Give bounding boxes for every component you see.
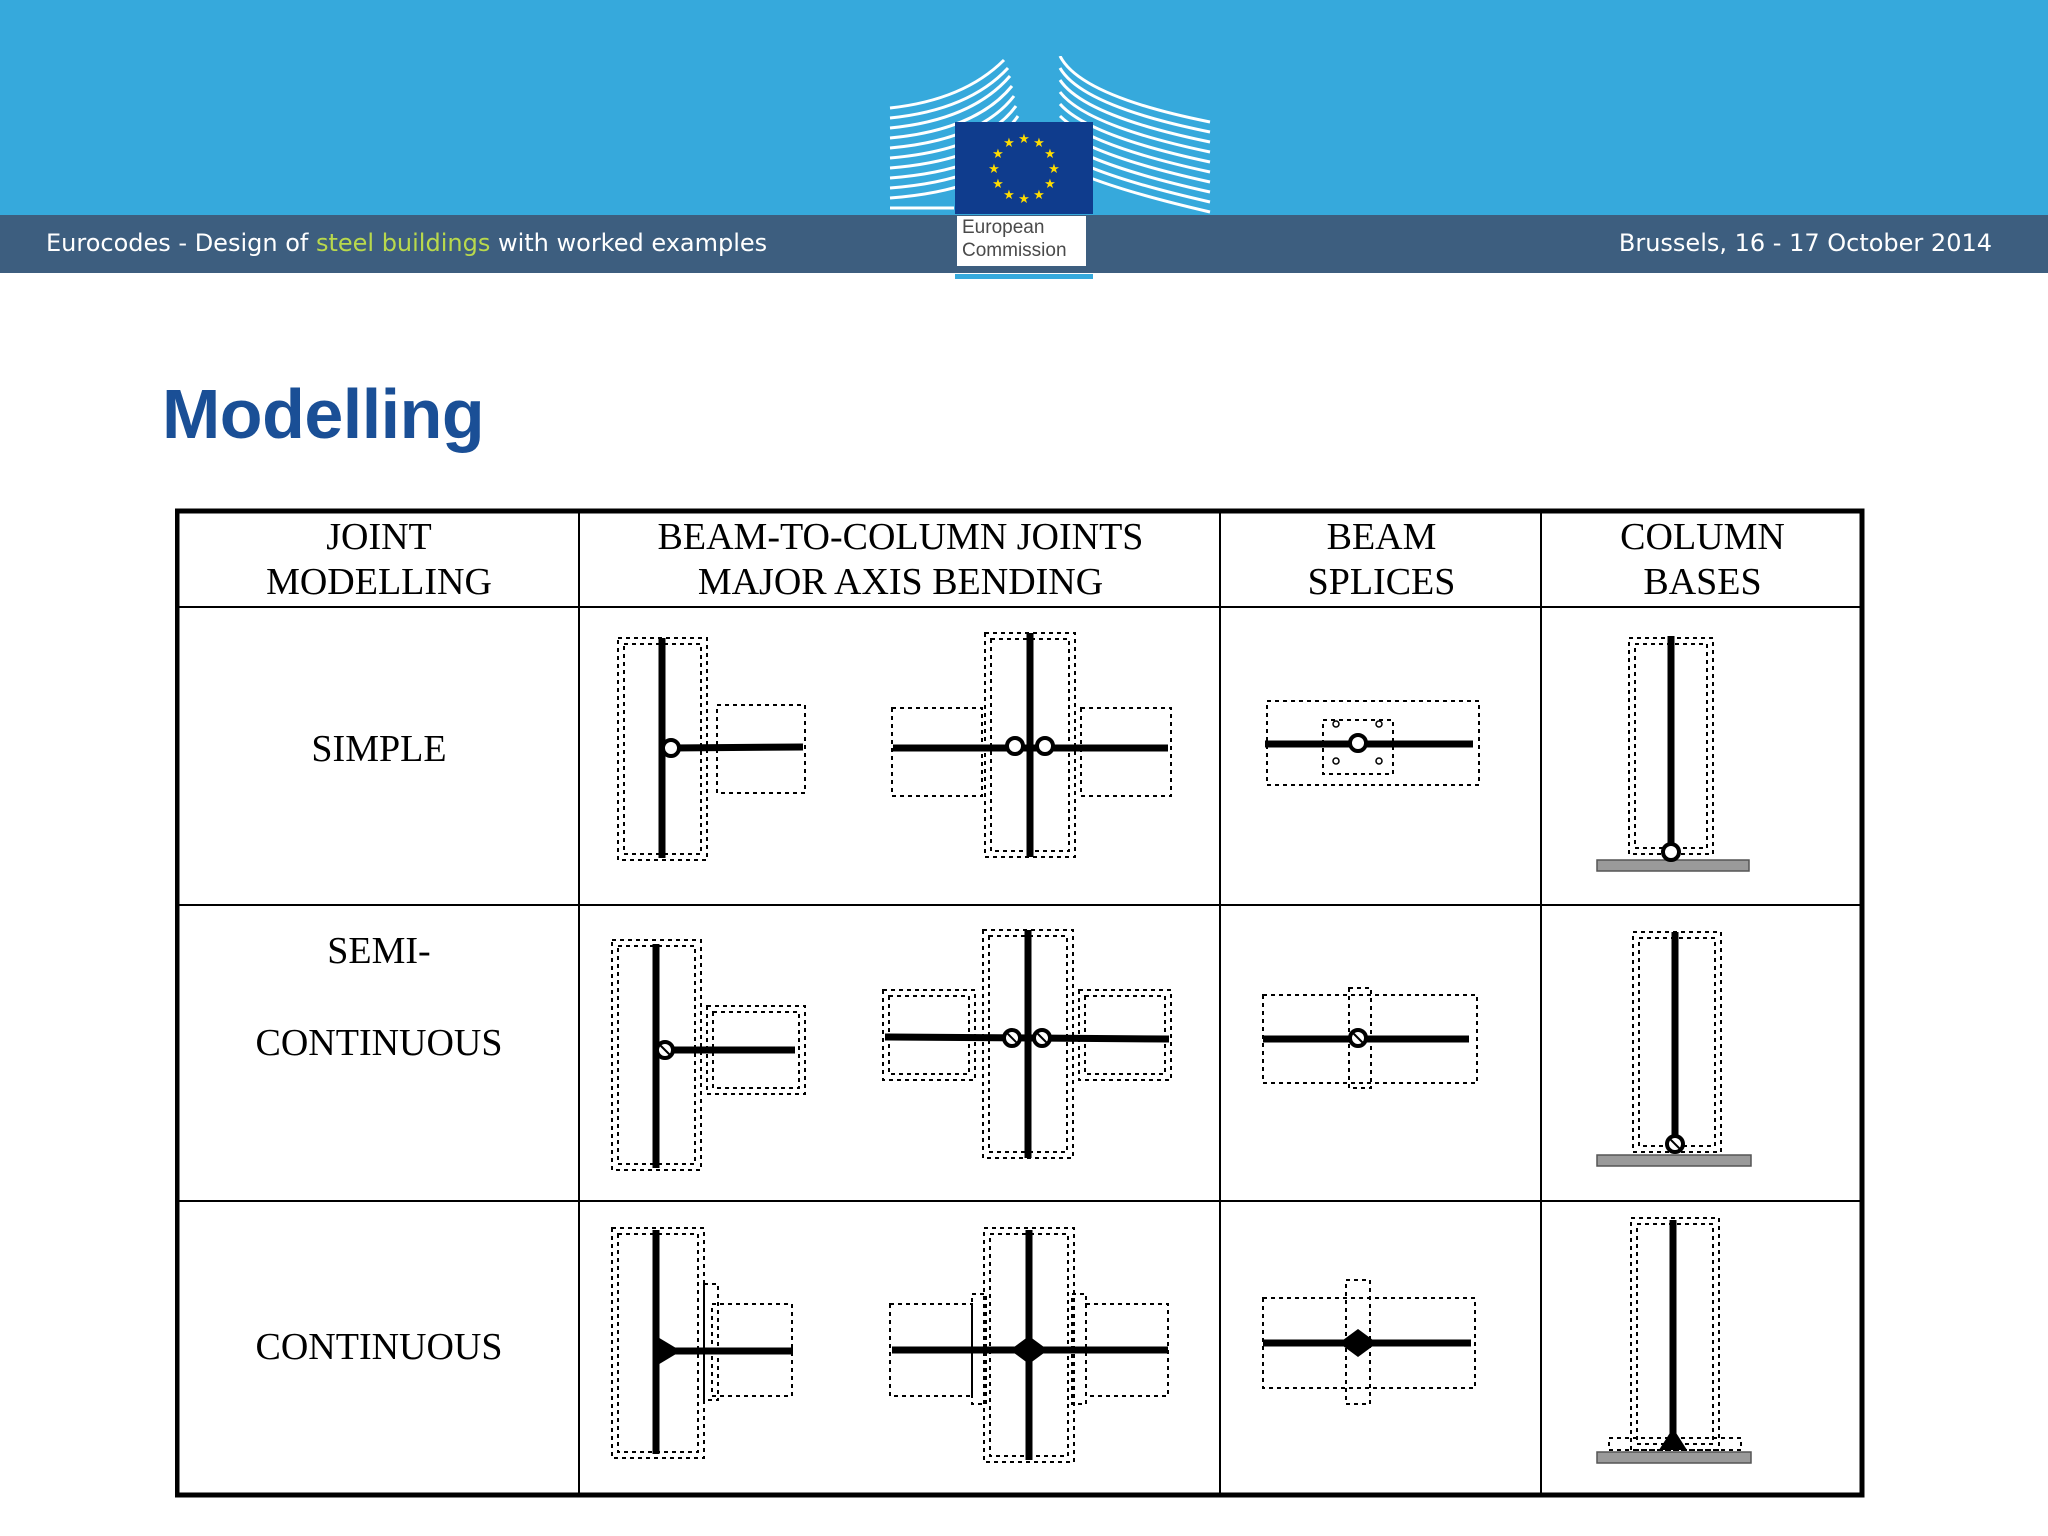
semi-continuous-beam-column-one-side-diagram xyxy=(612,940,805,1170)
column-header-column-bases xyxy=(1543,515,1862,605)
svg-text:★: ★ xyxy=(1018,192,1030,207)
column-header-beam-splices xyxy=(1222,515,1541,605)
row-label-simple xyxy=(179,726,579,772)
simple-beam-column-two-side-diagram xyxy=(892,633,1171,857)
column-header-line: MODELLING xyxy=(266,561,492,603)
svg-text:★: ★ xyxy=(1048,162,1060,177)
svg-text:★: ★ xyxy=(988,162,1000,177)
column-header-line: MAJOR AXIS BENDING xyxy=(697,561,1104,603)
column-header-line: BEAM xyxy=(1326,516,1437,558)
column-header-joint-modelling xyxy=(179,515,579,605)
course-title-prefix: Eurocodes - Design of xyxy=(46,229,316,257)
simple-beam-splice-diagram xyxy=(1265,701,1479,785)
column-header-line: BEAM-TO-COLUMN JOINTS xyxy=(657,516,1144,558)
column-header-beam-to-column xyxy=(581,515,1220,605)
svg-text:★: ★ xyxy=(1003,136,1015,151)
row-label-line: SIMPLE xyxy=(311,728,447,770)
logo-text-line2: Commission xyxy=(962,240,1067,261)
event-location-date: Brussels, 16 - 17 October 2014 xyxy=(1618,229,1992,257)
continuous-beam-column-two-side-diagram xyxy=(890,1228,1168,1462)
row-label-semi-continuous xyxy=(179,928,579,1066)
svg-text:★: ★ xyxy=(992,177,1004,192)
svg-text:★: ★ xyxy=(1003,188,1015,203)
logo-underline xyxy=(955,274,1093,279)
row-label-line: SEMI- xyxy=(327,930,431,972)
semi-continuous-column-base-diagram xyxy=(1597,932,1751,1166)
column-header-line: JOINT xyxy=(326,516,432,558)
course-title-suffix: with worked examples xyxy=(490,229,768,257)
svg-text:★: ★ xyxy=(1033,136,1045,151)
simple-beam-column-one-side-diagram xyxy=(618,638,805,860)
continuous-beam-splice-diagram xyxy=(1263,1280,1475,1404)
simple-column-base-diagram xyxy=(1597,636,1749,871)
svg-text:★: ★ xyxy=(1018,132,1030,147)
page-title: Modelling xyxy=(162,375,485,453)
course-title-accent: steel buildings xyxy=(315,229,491,257)
semi-continuous-beam-column-two-side-diagram xyxy=(883,930,1171,1158)
course-title xyxy=(46,229,767,257)
continuous-beam-column-one-side-diagram xyxy=(612,1228,793,1458)
svg-text:★: ★ xyxy=(992,147,1004,162)
row-label-line: CONTINUOUS xyxy=(255,1022,503,1064)
svg-text:★: ★ xyxy=(1044,177,1056,192)
semi-continuous-beam-splice-diagram xyxy=(1263,988,1477,1088)
logo-text xyxy=(957,216,1086,266)
joint-modelling-table xyxy=(175,508,1865,1498)
column-header-line: BASES xyxy=(1643,561,1762,603)
row-label-line: CONTINUOUS xyxy=(255,1326,503,1368)
column-header-line: COLUMN xyxy=(1620,516,1785,558)
continuous-column-base-diagram xyxy=(1597,1218,1751,1463)
svg-text:★: ★ xyxy=(1044,147,1056,162)
svg-text:★: ★ xyxy=(1033,188,1045,203)
row-label-continuous xyxy=(179,1324,579,1370)
logo-text-line1: European xyxy=(962,217,1045,238)
column-header-line: SPLICES xyxy=(1307,561,1456,603)
